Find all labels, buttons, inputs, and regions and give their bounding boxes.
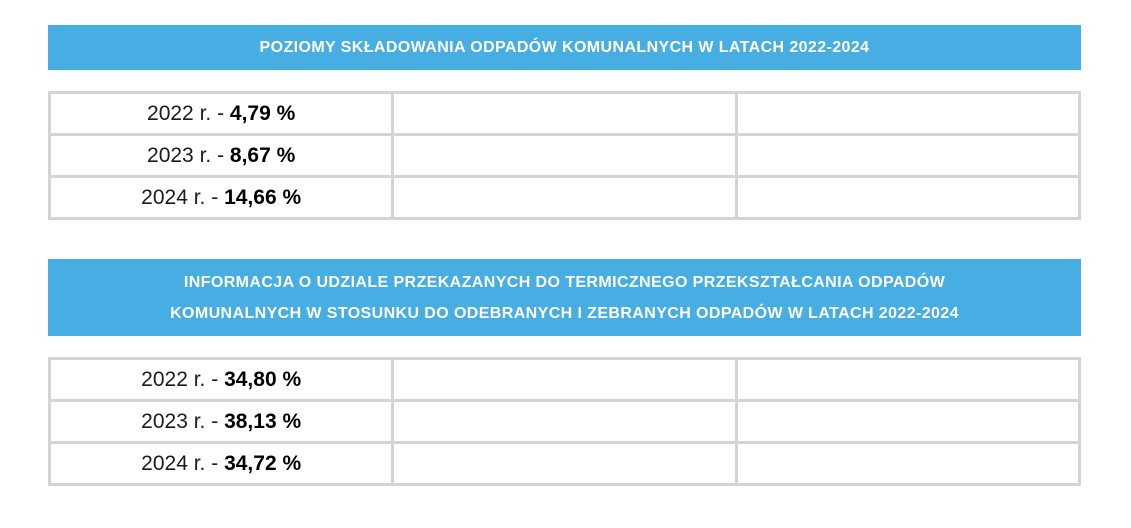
year-label: 2024 r. - <box>141 185 219 209</box>
empty-cell <box>393 443 736 485</box>
thermal-treatment-cell <box>50 443 393 485</box>
thermal-treatment-cell <box>50 359 393 401</box>
landfill-levels-table <box>48 91 1081 220</box>
thermal-treatment-title-line-1: INFORMACJA O UDZIALE PRZEKAZANYCH DO TERMICZNEGO PRZEKSZTAŁCANIA ODPADÓW <box>183 274 946 291</box>
table-row <box>50 359 1080 401</box>
landfill-level-cell <box>50 177 393 219</box>
percentage-value: 34,80 % <box>224 367 302 391</box>
empty-cell <box>393 135 736 177</box>
thermal-treatment-cell <box>50 401 393 443</box>
landfill-level-cell <box>50 135 393 177</box>
table-row <box>50 135 1080 177</box>
thermal-treatment-title-line-2: KOMUNALNYCH W STOSUNKU DO ODEBRANYCH I ZEBRANYCH ODPADÓW W LATACH 2022-2024 <box>170 305 959 322</box>
empty-cell <box>736 401 1079 443</box>
percentage-value: 38,13 % <box>224 409 302 433</box>
table-row <box>50 401 1080 443</box>
empty-cell <box>736 135 1079 177</box>
empty-cell <box>736 93 1079 135</box>
percentage-value: 4,79 % <box>229 101 296 125</box>
table-row <box>50 443 1080 485</box>
landfill-level-cell <box>50 93 393 135</box>
landfill-levels-title: POZIOMY SKŁADOWANIA ODPADÓW KOMUNALNYCH W LATACH 2022-2024 <box>259 39 870 56</box>
empty-cell <box>393 401 736 443</box>
year-label: 2023 r. - <box>147 143 225 167</box>
empty-cell <box>736 177 1079 219</box>
table-row <box>50 177 1080 219</box>
table-row <box>50 93 1080 135</box>
percentage-value: 14,66 % <box>224 185 302 209</box>
empty-cell <box>393 359 736 401</box>
thermal-treatment-table <box>48 357 1081 486</box>
empty-cell <box>393 93 736 135</box>
thermal-treatment-header <box>48 259 1081 336</box>
percentage-value: 34,72 % <box>224 451 302 475</box>
landfill-levels-header <box>48 25 1081 70</box>
year-label: 2024 r. - <box>141 451 219 475</box>
empty-cell <box>393 177 736 219</box>
year-label: 2022 r. - <box>147 101 225 125</box>
empty-cell <box>736 443 1079 485</box>
percentage-value: 8,67 % <box>229 143 296 167</box>
year-label: 2022 r. - <box>141 367 219 391</box>
year-label: 2023 r. - <box>141 409 219 433</box>
empty-cell <box>736 359 1079 401</box>
